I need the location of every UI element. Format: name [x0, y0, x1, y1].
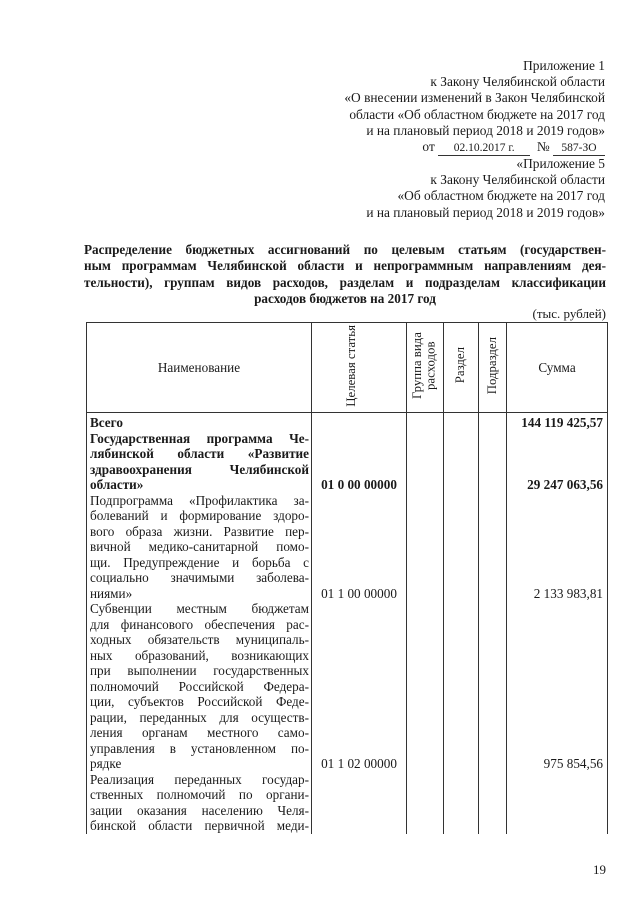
row-section	[444, 601, 479, 772]
row-sum: 975 854,56	[507, 601, 608, 772]
row-group	[407, 413, 444, 431]
row-target: 01 1 00 00000	[312, 493, 407, 602]
row-name: Всего	[87, 413, 312, 431]
table-row	[87, 413, 608, 431]
row-group	[407, 493, 444, 602]
row-subsection	[479, 772, 507, 834]
title-line: тельности), группам видов расходов, разделам и подразделам классификации	[84, 274, 606, 290]
header-group: Группа вида расходов	[407, 323, 444, 413]
row-sum: 144 119 425,57	[507, 413, 608, 431]
row-group	[407, 772, 444, 834]
header-name: Наименование	[87, 323, 312, 413]
table-header-row	[87, 323, 608, 413]
header-section: Раздел	[444, 323, 479, 413]
table-row	[87, 772, 608, 834]
row-sum	[507, 772, 608, 834]
row-group	[407, 431, 444, 493]
table-row	[87, 601, 608, 772]
row-name: Реализация переданных государ- ственных полномочий по органи- зации оказания населению Челя- бинской области первичной меди-	[87, 772, 312, 834]
title-line: ным программам Челябинской области и непрограммным направлениям дея-	[84, 258, 606, 274]
table-row	[87, 493, 608, 602]
row-section	[444, 772, 479, 834]
appendix-line: Приложение 1	[523, 58, 605, 73]
units-label: (тыс. рублей)	[532, 306, 606, 321]
row-subsection	[479, 493, 507, 602]
appendix-line: к Закону Челябинской области	[430, 172, 605, 188]
header-subsection: Подраздел	[479, 323, 507, 413]
row-section	[444, 493, 479, 602]
date-prefix: от	[422, 139, 435, 155]
law-date-number-line	[344, 139, 605, 156]
row-group	[407, 601, 444, 772]
page-number: 19	[593, 862, 606, 877]
row-name: Государственная программа Че- лябинской области «Развитие здравоохранения Челябинской области»	[87, 431, 312, 493]
header-target: Целевая статья	[312, 323, 407, 413]
row-sum: 29 247 063,56	[507, 431, 608, 493]
row-section	[444, 431, 479, 493]
row-target	[312, 413, 407, 431]
appendix-line: области «Об областном бюджете на 2017 год	[349, 106, 605, 122]
appendix-block	[344, 58, 605, 221]
document-title	[84, 242, 606, 307]
title-line: Распределение бюджетных ассигнований по целевым статьям (государствен-	[84, 242, 606, 257]
appendix-line: «Об областном бюджете на 2017 год	[397, 188, 605, 204]
appendix-line: и на плановый период 2018 и 2019 годов»	[366, 122, 605, 138]
budget-table	[86, 322, 608, 834]
row-target	[312, 772, 407, 834]
table-row	[87, 431, 608, 493]
row-name: Субвенции местным бюджетам для финансового обеспечения рас- ходных обязательств муниципаль- ных образований, возникающих при выполнении государственных полномочий Российской Федера- ции, субъектов Российской Феде- рации, переданных для осуществ- ления органам местного само- управления в установленном по- рядке	[87, 601, 312, 772]
row-sum: 2 133 983,81	[507, 493, 608, 602]
number-prefix: №	[536, 139, 550, 155]
law-number: 587-ЗО	[553, 141, 605, 156]
law-date: 02.10.2017 г.	[438, 141, 530, 156]
appendix-line: «О внесении изменений в Закон Челябинской	[344, 90, 605, 106]
header-sum: Сумма	[507, 323, 608, 413]
appendix-line: к Закону Челябинской области	[430, 74, 605, 90]
title-line: расходов бюджетов на 2017 год	[254, 290, 436, 306]
row-target: 01 1 02 00000	[312, 601, 407, 772]
appendix-line: и на плановый период 2018 и 2019 годов»	[366, 204, 605, 220]
appendix-line: «Приложение 5	[516, 156, 605, 172]
row-subsection	[479, 601, 507, 772]
row-section	[444, 413, 479, 431]
row-target: 01 0 00 00000	[312, 431, 407, 493]
row-name: Подпрограмма «Профилактика за- болеваний и формирование здоро- вого образа жизни. Развитие пер- вичной медико-санитарной помо- щи. Предупреждение и борьба с социально значимыми заболева- ниями»	[87, 493, 312, 602]
row-subsection	[479, 431, 507, 493]
row-subsection	[479, 413, 507, 431]
